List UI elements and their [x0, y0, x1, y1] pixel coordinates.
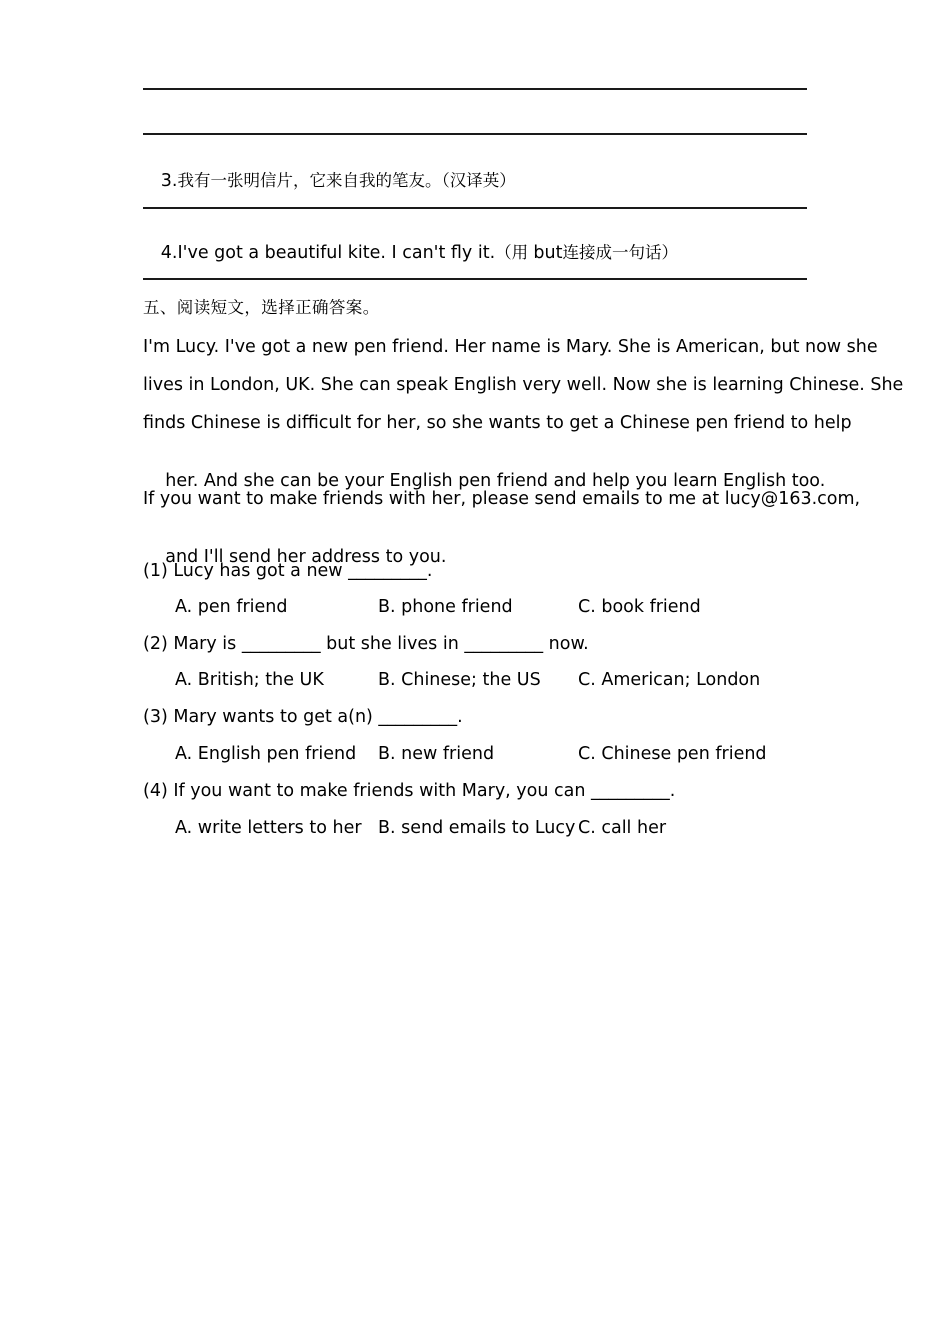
passage-line [143, 413, 852, 433]
passage-line [143, 489, 861, 509]
passage-line [143, 375, 904, 395]
question-2-stem: (2) Mary is _________ but she lives in _________ now. [143, 634, 589, 654]
question-1-stem: (1) Lucy has got a new _________. [143, 561, 433, 581]
question-1-option-c[interactable]: C. book friend [578, 597, 701, 617]
passage-line-text: her. And she can be your English pen friend and help you learn English too. [165, 471, 826, 491]
passage-line-text: I'm Lucy. I've got a new pen friend. Her name is Mary. She is American, but now she [143, 337, 878, 357]
passage-line-text: If you want to make friends with her, please send emails to me at lucy@163.com, [143, 489, 861, 509]
question-3-option-a[interactable]: A. English pen friend [175, 744, 357, 764]
question-4-stem: (4) If you want to make friends with Mary, you can _________. [143, 781, 676, 801]
answer-line-4[interactable] [143, 278, 807, 280]
passage-line-text: finds Chinese is difficult for her, so she wants to get a Chinese pen friend to help [143, 413, 852, 433]
question-3-option-b[interactable]: B. new friend [378, 744, 495, 764]
question-1-option-a[interactable]: A. pen friend [175, 597, 288, 617]
translation-item-3 [143, 157, 516, 207]
answer-line-1[interactable] [143, 88, 807, 90]
passage-line-text: and I'll send her address to you. [165, 547, 447, 567]
translation-item-4 [143, 229, 678, 279]
item-4-prompt: I've got a beautiful kite. I can't fly it. [177, 243, 496, 263]
item-4-instruction-open: （用 [495, 243, 534, 262]
item-3-prompt: 我有一张明信片，它来自我的笔友。 [177, 171, 442, 190]
question-4-option-c[interactable]: C. call her [578, 818, 667, 838]
question-4-option-a[interactable]: A. write letters to her [175, 818, 362, 838]
question-4-option-b[interactable]: B. send emails to Lucy [378, 818, 576, 838]
answer-line-2[interactable] [143, 133, 807, 135]
passage-line-text: lives in London, UK. She can speak English very well. Now she is learning Chinese. She [143, 375, 904, 395]
question-2-option-b[interactable]: B. Chinese; the US [378, 670, 541, 690]
section-heading: 五、阅读短文，选择正确答案。 [143, 298, 380, 317]
question-2-option-a[interactable]: A. British; the UK [175, 670, 324, 690]
question-1-option-b[interactable]: B. phone friend [378, 597, 513, 617]
item-4-instruction-close: 连接成一句话） [562, 243, 678, 262]
question-3-stem: (3) Mary wants to get a(n) _________. [143, 707, 463, 727]
passage-line [143, 337, 878, 357]
question-3-option-c[interactable]: C. Chinese pen friend [578, 744, 767, 764]
item-3-instruction: （汉译英） [441, 171, 516, 190]
item-4-instruction-keyword: but [533, 243, 563, 263]
item-4-number: 4. [160, 243, 178, 263]
item-3-number: 3. [160, 171, 178, 191]
question-2-option-c[interactable]: C. American; London [578, 670, 761, 690]
answer-line-3[interactable] [143, 207, 807, 209]
